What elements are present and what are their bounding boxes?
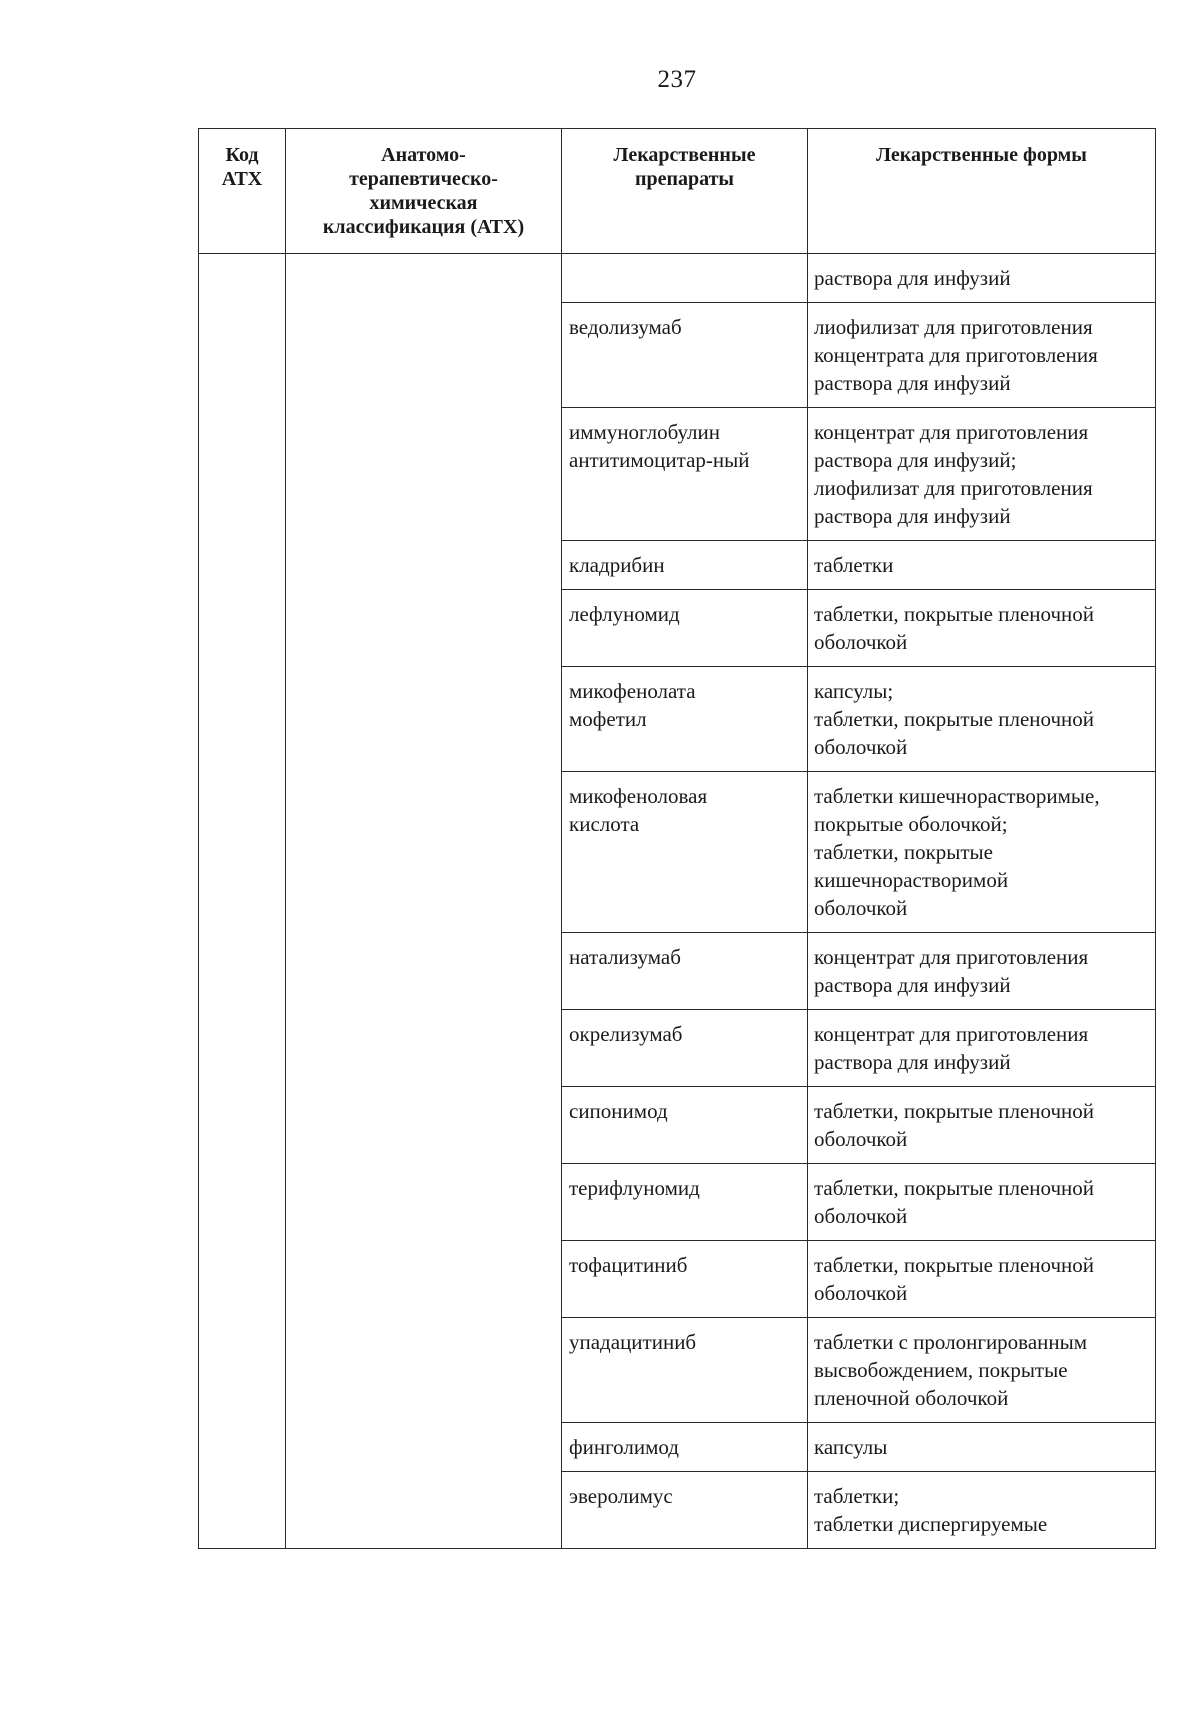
header-line: Лекарственные [613, 144, 756, 166]
dosage-form-line: лиофилизат для приготовления [814, 315, 1093, 339]
drug-name-cell [562, 1423, 808, 1472]
header-dosage-forms [808, 129, 1156, 254]
drug-name-line: сипонимод [569, 1099, 668, 1123]
drug-name-cell [562, 1164, 808, 1241]
dosage-form-cell [808, 1472, 1156, 1549]
table-row [199, 254, 1156, 303]
dosage-form-cell [808, 772, 1156, 933]
drug-name-line: микофеноловая [569, 784, 708, 808]
dosage-form-line: раствора для инфузий [814, 973, 1011, 997]
dosage-form-line: таблетки диспергируемые [814, 1512, 1048, 1536]
dosage-form-line: лиофилизат для приготовления [814, 476, 1093, 500]
dosage-form-line: таблетки, покрытые пленочной [814, 602, 1095, 626]
dosage-form-line: раствора для инфузий [814, 371, 1011, 395]
dosage-form-cell [808, 1010, 1156, 1087]
header-line: препараты [634, 168, 735, 190]
drug-name-line: терифлуномид [569, 1176, 700, 1200]
dosage-form-line: таблетки; [814, 1484, 900, 1508]
dosage-form-line: раствора для инфузий [814, 504, 1011, 528]
dosage-form-line: оболочкой [814, 1281, 908, 1305]
drug-name-cell [562, 772, 808, 933]
dosage-form-line: таблетки, покрытые пленочной [814, 707, 1095, 731]
dosage-form-line: раствора для инфузий; [814, 448, 1017, 472]
atc-drug-table [198, 128, 1156, 1549]
drug-name-cell [562, 933, 808, 1010]
dosage-form-line: таблетки, покрытые пленочной [814, 1099, 1095, 1123]
dosage-form-line: таблетки кишечнорастворимые, [814, 784, 1100, 808]
dosage-form-cell [808, 1241, 1156, 1318]
dosage-form-line: концентрат для приготовления [814, 1022, 1089, 1046]
dosage-form-line: капсулы [814, 1435, 888, 1459]
header-line: Код [225, 144, 259, 166]
dosage-form-line: оболочкой [814, 1127, 908, 1151]
dosage-form-cell [808, 933, 1156, 1010]
drug-name-cell [562, 590, 808, 667]
drug-name-line: упадацитиниб [569, 1330, 697, 1354]
dosage-form-cell [808, 1318, 1156, 1423]
dosage-form-line: концентрат для приготовления [814, 420, 1089, 444]
drug-name-cell [562, 1472, 808, 1549]
dosage-form-line: таблетки, покрытые [814, 840, 993, 864]
drug-name-cell [562, 667, 808, 772]
drug-name-line: эверолимус [569, 1484, 673, 1508]
drug-name-line: мофетил [569, 707, 647, 731]
drug-name-line: иммуноглобулин [569, 420, 720, 444]
drug-name-cell [562, 254, 808, 303]
dosage-form-line: оболочкой [814, 1204, 908, 1228]
drug-name-cell [562, 1318, 808, 1423]
dosage-form-cell [808, 408, 1156, 541]
table-body [199, 254, 1156, 1549]
dosage-form-line: оболочкой [814, 735, 908, 759]
drug-name-cell [562, 1241, 808, 1318]
header-line: Лекарственные формы [876, 144, 1087, 166]
dosage-form-line: пленочной оболочкой [814, 1386, 1009, 1410]
drug-name-cell [562, 303, 808, 408]
header-line: химическая [369, 192, 478, 214]
drug-name-line: кислота [569, 812, 640, 836]
header-drugs [562, 129, 808, 254]
drug-name-cell [562, 541, 808, 590]
dosage-form-cell [808, 254, 1156, 303]
drug-name-line: кладрибин [569, 553, 665, 577]
dosage-form-line: кишечнорастворимой [814, 868, 1009, 892]
drug-name-line: финголимод [569, 1435, 679, 1459]
drug-name-cell [562, 408, 808, 541]
header-line: терапевтическо- [349, 168, 498, 190]
header-line: Анатомо- [381, 144, 466, 166]
dosage-form-line: оболочкой [814, 896, 908, 920]
drug-name-line: лефлуномид [569, 602, 680, 626]
header-atc-code [199, 129, 286, 254]
drug-name-cell [562, 1087, 808, 1164]
dosage-form-cell [808, 1423, 1156, 1472]
drug-name-line: тофацитиниб [569, 1253, 688, 1277]
header-classification [286, 129, 562, 254]
dosage-form-cell [808, 667, 1156, 772]
classification-cell [286, 254, 562, 1549]
dosage-form-line: концентрата для приготовления [814, 343, 1098, 367]
dosage-form-cell [808, 590, 1156, 667]
page-number: 237 [657, 66, 697, 93]
dosage-form-line: таблетки, покрытые пленочной [814, 1176, 1095, 1200]
header-line: классификация (АТХ) [322, 216, 525, 238]
table-header-row [199, 129, 1156, 254]
dosage-form-cell [808, 1087, 1156, 1164]
dosage-form-line: покрытые оболочкой; [814, 812, 1008, 836]
dosage-form-line: таблетки [814, 553, 894, 577]
header-line: АТХ [221, 168, 263, 190]
dosage-form-line: капсулы; [814, 679, 894, 703]
drug-name-line: натализумаб [569, 945, 681, 969]
drug-name-cell [562, 1010, 808, 1087]
atc-code-cell [199, 254, 286, 1549]
dosage-form-line: концентрат для приготовления [814, 945, 1089, 969]
dosage-form-line: оболочкой [814, 630, 908, 654]
drug-name-line: окрелизумаб [569, 1022, 683, 1046]
dosage-form-cell [808, 1164, 1156, 1241]
dosage-form-line: высвобождением, покрытые [814, 1358, 1068, 1382]
dosage-form-line: таблетки, покрытые пленочной [814, 1253, 1095, 1277]
drug-name-line: антитимоцитар-ный [569, 448, 750, 472]
dosage-form-line: таблетки с пролонгированным [814, 1330, 1088, 1354]
drug-name-line: микофенолата [569, 679, 696, 703]
dosage-form-line: раствора для инфузий [814, 1050, 1011, 1074]
drug-name-line: ведолизумаб [569, 315, 682, 339]
dosage-form-cell [808, 541, 1156, 590]
dosage-form-line: раствора для инфузий [814, 266, 1011, 290]
dosage-form-cell [808, 303, 1156, 408]
